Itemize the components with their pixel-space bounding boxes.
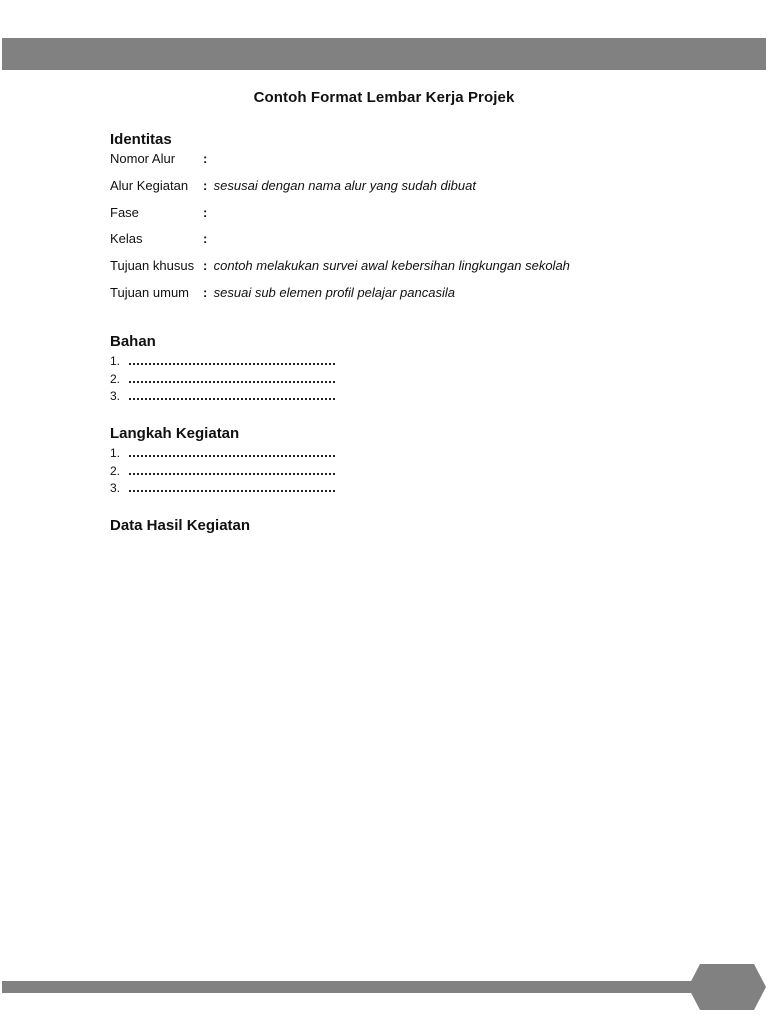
langkah-heading: Langkah Kegiatan <box>110 425 240 442</box>
field-colon: : <box>203 151 208 166</box>
field-nomor-alur <box>110 150 210 168</box>
list-number: 2. <box>110 464 121 478</box>
hexagon-shape <box>688 964 766 1010</box>
field-tujuan-umum <box>110 284 455 302</box>
header-bar <box>2 38 766 70</box>
data-hasil-heading: Data Hasil Kegiatan <box>110 517 251 534</box>
list-item <box>110 480 335 496</box>
field-alur-kegiatan <box>110 177 476 195</box>
list-item <box>110 445 335 461</box>
page-badge <box>688 964 766 1010</box>
field-label: Fase <box>110 205 139 220</box>
list-item <box>110 463 335 479</box>
field-value: contoh melakukan survei awal kebersihan lingkungan sekolah <box>213 258 570 273</box>
field-colon: : <box>203 231 208 246</box>
list-number: 3. <box>110 389 121 403</box>
field-label: Kelas <box>110 231 143 246</box>
field-value: sesuai sub elemen profil pelajar pancasila <box>213 285 455 300</box>
field-kelas <box>110 230 210 248</box>
list-item <box>110 371 335 387</box>
list-item <box>110 353 335 369</box>
field-tujuan-khusus <box>110 257 570 275</box>
field-colon: : <box>203 205 208 220</box>
dotted-blank <box>129 463 335 475</box>
footer-bar <box>2 981 702 993</box>
dotted-blank <box>129 480 335 492</box>
field-colon: : <box>203 285 208 300</box>
dotted-blank <box>129 445 335 457</box>
dotted-blank <box>129 353 335 365</box>
field-label: Tujuan umum <box>110 285 189 300</box>
field-colon: : <box>203 178 208 193</box>
bahan-heading: Bahan <box>110 333 156 350</box>
document-title: Contoh Format Lembar Kerja Projek <box>253 89 515 106</box>
dotted-blank <box>129 371 335 383</box>
identitas-heading: Identitas <box>110 131 172 148</box>
field-label: Tujuan khusus <box>110 258 195 273</box>
field-label: Alur Kegiatan <box>110 178 189 193</box>
field-value: sesusai dengan nama alur yang sudah dibuat <box>213 178 476 193</box>
dotted-blank <box>129 388 335 400</box>
list-number: 1. <box>110 446 121 460</box>
list-number: 2. <box>110 372 121 386</box>
field-label: Nomor Alur <box>110 151 176 166</box>
list-number: 1. <box>110 354 121 368</box>
field-colon: : <box>203 258 208 273</box>
field-fase <box>110 204 210 222</box>
list-number: 3. <box>110 481 121 495</box>
list-item <box>110 388 335 404</box>
